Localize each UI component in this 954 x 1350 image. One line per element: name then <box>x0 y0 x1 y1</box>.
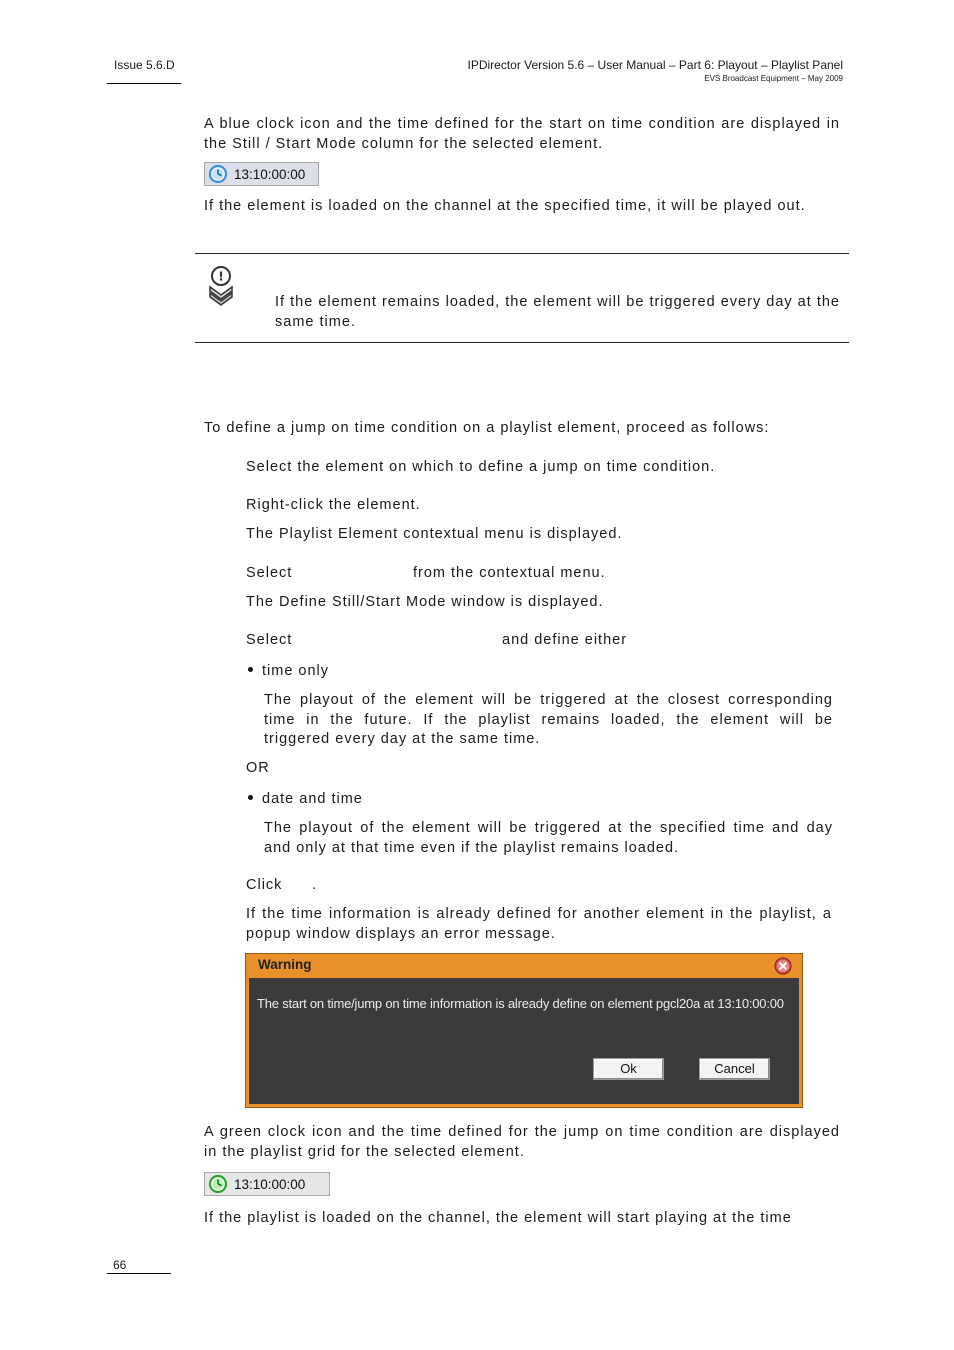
final-paragraph: If the playlist is loaded on the channel, the element will start playing at the time <box>204 1210 792 1226</box>
warning-dialog <box>245 953 803 1108</box>
bullet-date-time <box>248 790 363 810</box>
dialog-title: Warning <box>258 957 312 972</box>
or-label: OR <box>246 760 270 776</box>
ok-button[interactable]: Ok <box>593 1058 664 1080</box>
dialog-body <box>249 978 799 1104</box>
dialog-message: The start on time/jump on time information is already define on element pgcl20a at 13:10:00:00 <box>257 996 784 1011</box>
step-2-result: The Playlist Element contextual menu is displayed. <box>246 526 623 542</box>
bullet-date-time-desc: The playout of the element will be triggered at the specified time and day and only at that time even if the playlist remains loaded. <box>264 820 833 856</box>
document-title: IPDirector Version 5.6 – User Manual – Part 6: Playout – Playlist Panel <box>467 58 843 72</box>
note-text: If the element remains loaded, the element will be triggered every day at the same time. <box>275 294 840 330</box>
page-number: 66 <box>113 1258 127 1272</box>
blue-time-value: 13:10:00:00 <box>234 166 306 182</box>
blue-time-chip <box>204 162 319 186</box>
issue-label: Issue 5.6.D <box>114 58 175 72</box>
bullet-dot <box>248 667 253 672</box>
cancel-button[interactable]: Cancel <box>699 1058 770 1080</box>
step-3-select: Select <box>246 565 293 581</box>
step-3-result: The Define Still/Start Mode window is displayed. <box>246 594 604 610</box>
bullet-date-time-label: date and time <box>262 791 363 807</box>
green-clock-paragraph: A green clock icon and the time defined for the jump on time condition are displayed in the playlist grid for the selected element. <box>204 1124 840 1160</box>
bullet-time-only <box>248 662 329 682</box>
bullet-dot <box>248 795 253 800</box>
svg-text:!: ! <box>218 269 224 284</box>
step-3-rest: from the contextual menu. <box>413 565 606 581</box>
step-5-click: Click <box>246 877 283 893</box>
loaded-paragraph: If the element is loaded on the channel at the specified time, it will be played out. <box>204 198 806 214</box>
green-time-value: 13:10:00:00 <box>234 1176 306 1192</box>
green-clock-icon <box>208 1174 228 1194</box>
bullet-time-only-desc: The playout of the element will be triggered at the closest corresponding time in the future. If the playlist remains loaded, the element will be triggered every day at the same time. <box>264 692 833 747</box>
close-icon[interactable] <box>774 957 792 975</box>
step-1: Select the element on which to define a jump on time condition. <box>246 459 716 475</box>
bullet-time-only-label: time only <box>262 663 330 679</box>
document-subtitle: EVS Broadcast Equipment – May 2009 <box>704 74 843 83</box>
note-icon <box>205 265 237 307</box>
step-2: Right-click the element. <box>246 497 421 513</box>
step-5-result: If the time information is already defined for another element in the playlist, a popup window displays an error message. <box>246 906 832 942</box>
blue-clock-paragraph: A blue clock icon and the time defined for the start on time condition are displayed in the Still / Start Mode column for the selected element. <box>204 116 840 152</box>
step-5-dot: . <box>312 877 318 893</box>
footer-divider <box>107 1273 171 1274</box>
procedure-intro: To define a jump on time condition on a playlist element, proceed as follows: <box>204 420 770 436</box>
step-4-select: Select <box>246 632 293 648</box>
green-time-chip <box>204 1172 330 1196</box>
step-4-rest: and define either <box>502 632 628 648</box>
blue-clock-icon <box>208 164 228 184</box>
header-divider <box>107 83 181 84</box>
